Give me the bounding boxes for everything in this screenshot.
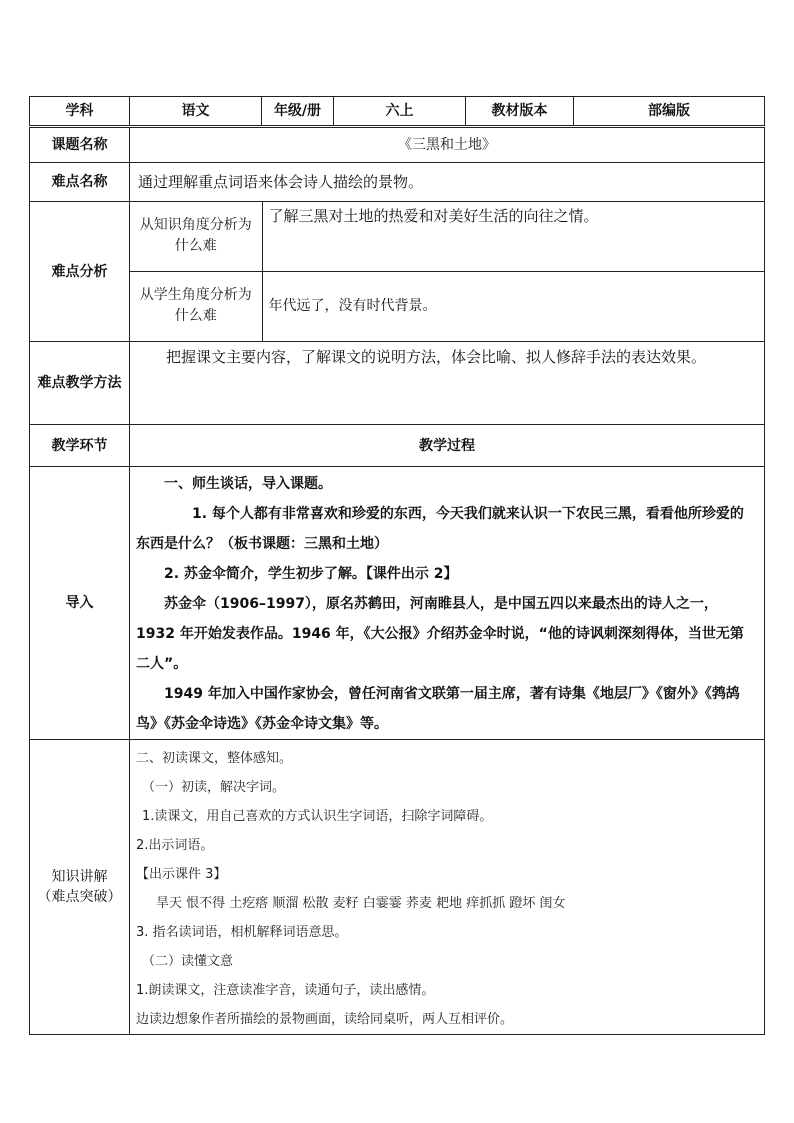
knowledge-line-4: 2.出示词语。 bbox=[136, 838, 214, 853]
vocabulary-words: 旱天 恨不得 土疙瘩 顺溜 松散 麦籽 白霎霎 荞麦 耙地 痒抓抓 蹬坏 闺女 bbox=[156, 896, 566, 911]
knowledge-line-10: 边读边想象作者所描绘的景物画面，读给同桌听，两人互相评价。 bbox=[136, 1012, 514, 1027]
knowledge-angle-value: 了解三黑对土地的热爱和对美好生活的向往之情。 bbox=[268, 207, 599, 225]
intro-line-author-bio: 苏金伞（1906–1997），原名苏鹤田，河南睢县人，是中国五四以来最杰出的诗人之一，1932 年开始发表作品。1946 年，《大公报》介绍苏金伞时说，“他的诗讽刺深刻得体，当世无第二人”。 bbox=[136, 596, 744, 672]
knowledge-line-3: 1.读课文，用自己喜欢的方式认识生字词语，扫除字词障碍。 bbox=[142, 809, 493, 824]
difficulty-name-value: 通过理解重点词语来体会诗人描绘的景物。 bbox=[130, 163, 765, 202]
difficulty-analysis-row bbox=[30, 202, 765, 342]
teaching-method-value: 把握课文主要内容，了解课文的说明方法，体会比喻、拟人修辞手法的表达效果。 bbox=[130, 342, 765, 425]
intro-line-heading: 一、师生谈话，导入课题。 bbox=[164, 476, 332, 492]
edition-value: 部编版 bbox=[574, 97, 765, 127]
grade-value: 六上 bbox=[334, 97, 466, 127]
difficulty-analysis-subtable bbox=[130, 202, 764, 341]
knowledge-line-1: 二、初读课文，整体感知。 bbox=[136, 751, 293, 766]
teaching-method-label: 难点教学方法 bbox=[30, 342, 130, 425]
knowledge-sublabel: （难点突破） bbox=[37, 889, 122, 905]
intro-line-question: 1. 每个人都有非常喜欢和珍爱的东西，今天我们就来认识一下农民三黑，看看他所珍爱的东西是什么？（板书课题：三黑和土地） bbox=[136, 506, 744, 552]
intro-label: 导入 bbox=[30, 467, 130, 740]
difficulty-name-row bbox=[30, 163, 765, 202]
subject-label: 学科 bbox=[30, 97, 130, 127]
knowledge-angle-label: 从知识角度分析为什么难 bbox=[130, 202, 262, 271]
process-header-value: 教学过程 bbox=[130, 425, 765, 467]
difficulty-analysis-label: 难点分析 bbox=[30, 202, 130, 342]
knowledge-line-9: 1.朗读课文，注意读准字音，读通句子，读出感情。 bbox=[136, 983, 435, 998]
knowledge-line-7: 3. 指名读词语，相机解释词语意思。 bbox=[136, 925, 348, 940]
intro-row bbox=[30, 467, 765, 740]
process-header-label: 教学环节 bbox=[30, 425, 130, 467]
student-angle-label: 从学生角度分析为什么难 bbox=[130, 271, 262, 341]
intro-line-author-works: 1949 年加入中国作家协会，曾任河南省文联第一届主席，著有诗集《地层厂》《窗外》《鹁鸪鸟》《苏金伞诗选》《苏金伞诗文集》等。 bbox=[136, 686, 740, 732]
difficulty-name-label: 难点名称 bbox=[30, 163, 130, 202]
subject-value: 语文 bbox=[130, 97, 262, 127]
topic-row bbox=[30, 127, 765, 163]
edition-label: 教材版本 bbox=[466, 97, 574, 127]
intro-line-author-intro: 2. 苏金伞简介，学生初步了解。【课件出示 2】 bbox=[164, 566, 458, 582]
topic-value: 《三黑和土地》 bbox=[130, 127, 765, 163]
knowledge-line-5: 【出示课件 3】 bbox=[136, 867, 227, 882]
knowledge-line-2: （一）初读，解决字词。 bbox=[142, 780, 286, 795]
lesson-plan-table bbox=[29, 96, 765, 1035]
grade-label: 年级/册 bbox=[262, 97, 334, 127]
knowledge-label: 知识讲解 bbox=[51, 869, 108, 885]
header-row bbox=[30, 97, 765, 127]
teaching-method-row bbox=[30, 342, 765, 425]
knowledge-line-8: （二）读懂文意 bbox=[142, 954, 234, 969]
topic-label: 课题名称 bbox=[30, 127, 130, 163]
process-header-row bbox=[30, 425, 765, 467]
student-angle-value: 年代远了，没有时代背景。 bbox=[262, 271, 764, 341]
knowledge-row bbox=[30, 740, 765, 1035]
